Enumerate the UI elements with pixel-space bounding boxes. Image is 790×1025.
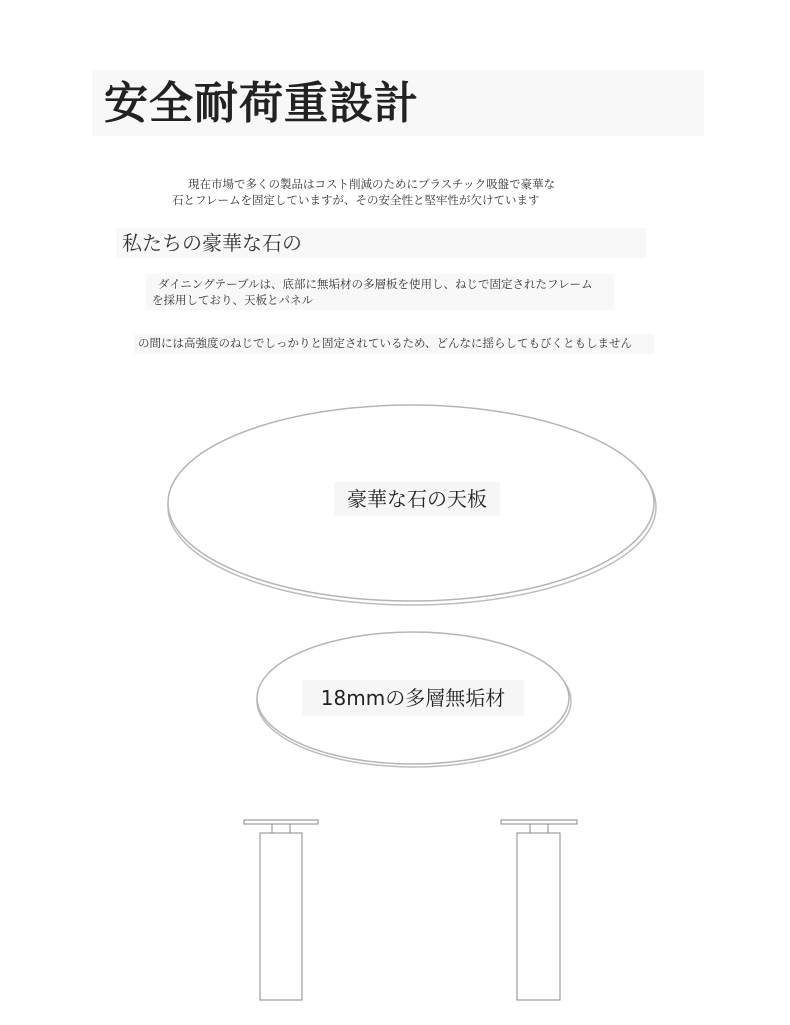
board-label: 18mmの多層無垢材 [320,686,506,710]
section-subtitle: 私たちの豪華な石の [122,231,302,255]
detail-line-1: ダイニングテーブルは、底部に無垢材の多層板を使用し、ねじで固定されたフレーム [158,277,593,291]
intro-line-1: 現在市場で多くの製品はコスト削減のためにプラスチック吸盤で豪華な [188,177,556,191]
detail-continuation: の間には高強度のねじでしっかりと固定されているため、どんなに揺らしてもびくともしません [138,336,633,350]
table-leg-right [501,820,577,1000]
page-title: 安全耐荷重設計 [104,78,419,129]
detail-line-2: を採用しており、天板とパネル [152,293,313,307]
table-leg-left [244,820,318,1000]
tabletop-label: 豪華な石の天板 [347,487,487,511]
intro-line-2: 石とフレームを固定していますが、その安全性と堅牢性が欠けています [172,193,540,207]
